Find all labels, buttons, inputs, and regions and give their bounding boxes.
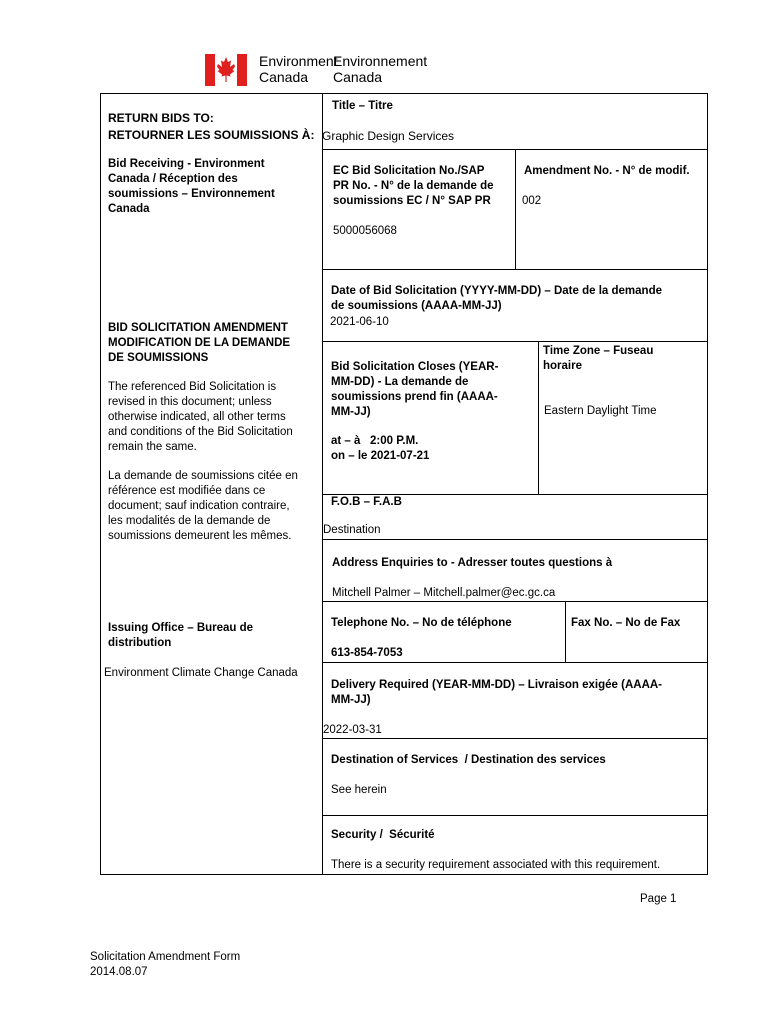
date-label-line: Date of Bid Solicitation (YYYY-MM-DD) – Date de la demande (331, 285, 662, 297)
title-value: Graphic Design Services (322, 129, 455, 143)
french-notice-line: document; sauf indication contraire, (108, 500, 290, 512)
solicitation-number-label-line: EC Bid Solicitation No./SAP (333, 165, 485, 177)
return-bids-fr: RETOURNER LES SOUMISSIONS À: (108, 128, 315, 142)
dept-fr-line2: Canada (333, 69, 383, 85)
timezone-label (543, 344, 653, 374)
fax-box (565, 601, 708, 663)
delivery-value: 2022-03-31 (323, 724, 382, 736)
english-notice-line: remain the same. (108, 441, 197, 453)
amendment-number-label: Amendment No. - N° de modif. (524, 165, 690, 177)
dept-name-en (259, 53, 338, 85)
security-value: There is a security requirement associated with this requirement. (331, 859, 661, 871)
solicitation-number-value: 5000056068 (333, 225, 397, 237)
bid-receiving-line: Canada / Réception des (108, 173, 238, 185)
bid-receiving-line: Bid Receiving - Environment (108, 158, 265, 170)
english-notice-line: revised in this document; unless (108, 396, 272, 408)
delivery-label-line: MM-JJ) (331, 694, 371, 706)
english-notice (108, 380, 293, 455)
security-label: Security / Sécurité (331, 829, 435, 841)
amendment-heading-line: DE SOUMISSIONS (108, 352, 209, 364)
issuing-office-value: Environment Climate Change Canada (104, 667, 298, 679)
french-notice-line: les modalités de la demande de (108, 515, 271, 527)
fax-label: Fax No. – No de Fax (571, 617, 681, 629)
fob-value: Destination (323, 524, 381, 536)
form-date: 2014.08.07 (90, 966, 148, 978)
dept-en-line1: Environment (259, 53, 338, 69)
closes-label (331, 360, 498, 420)
french-notice-line: soumissions demeurent les mêmes. (108, 530, 292, 542)
fob-label: F.O.B – F.A.B (331, 496, 402, 508)
amendment-heading (108, 321, 290, 366)
french-notice (108, 469, 298, 544)
telephone-value: 613-854-7053 (331, 647, 403, 659)
closes-time: at – à 2:00 P.M. (331, 435, 419, 447)
solicitation-number-label-line: PR No. - N° de la demande de (333, 180, 494, 192)
solicitation-number-label (333, 164, 494, 209)
closes-date: on – le 2021-07-21 (331, 450, 430, 462)
destination-value: See herein (331, 784, 387, 796)
enquiries-value: Mitchell Palmer – Mitchell.palmer@ec.gc.ca (332, 587, 556, 599)
bid-receiving-line: Canada (108, 203, 150, 215)
date-label-line: de soumissions (AAAA-MM-JJ) (331, 300, 502, 312)
issuing-office-line: Issuing Office – Bureau de (108, 622, 254, 634)
timezone-label-line: horaire (543, 360, 582, 372)
solicitation-number-label-line: soumissions EC / N° SAP PR (333, 195, 491, 207)
dept-name-fr (333, 53, 427, 85)
title-label: Title – Titre (332, 100, 393, 112)
destination-box (322, 738, 708, 816)
canada-flag-logo (205, 54, 247, 86)
english-notice-line: and conditions of the Bid Solicitation (108, 426, 293, 438)
issuing-office-line: distribution (108, 637, 172, 649)
french-notice-line: référence est modifiée dans ce (108, 485, 266, 497)
date-label (331, 284, 662, 314)
dept-en-line2: Canada (259, 69, 309, 85)
delivery-label (331, 678, 662, 708)
dept-fr-line1: Environnement (333, 53, 428, 69)
english-notice-line: otherwise indicated, all other terms (108, 411, 286, 423)
closes-label-line: soumissions prend fin (AAAA- (331, 391, 498, 403)
amendment-heading-line: MODIFICATION DE LA DEMANDE (108, 337, 291, 349)
enquiries-label: Address Enquiries to - Adresser toutes questions à (332, 557, 613, 569)
return-bids-en: RETURN BIDS TO: (108, 111, 214, 125)
amendment-heading-line: BID SOLICITATION AMENDMENT (108, 322, 288, 334)
timezone-value: Eastern Daylight Time (544, 405, 657, 417)
form-name: Solicitation Amendment Form (90, 951, 241, 963)
date-value: 2021-06-10 (330, 316, 389, 328)
telephone-label: Telephone No. – No de téléphone (331, 617, 512, 629)
delivery-label-line: Delivery Required (YEAR-MM-DD) – Livraison exigée (AAAA- (331, 679, 663, 691)
bid-receiving-address (108, 157, 275, 217)
page-number: Page 1 (640, 893, 677, 905)
closes-label-line: Bid Solicitation Closes (YEAR- (331, 361, 499, 373)
amendment-number-value: 002 (522, 195, 542, 207)
destination-label: Destination of Services / Destination des services (331, 754, 606, 766)
issuing-office-label (108, 621, 253, 651)
english-notice-line: The referenced Bid Solicitation is (108, 381, 277, 393)
bid-receiving-line: soumissions – Environnement (108, 188, 275, 200)
french-notice-line: La demande de soumissions citée en (108, 470, 298, 482)
maple-leaf-icon (215, 56, 237, 84)
closes-label-line: MM-JJ) (331, 406, 371, 418)
timezone-label-line: Time Zone – Fuseau (543, 345, 654, 357)
closes-label-line: MM-DD) - La demande de (331, 376, 469, 388)
